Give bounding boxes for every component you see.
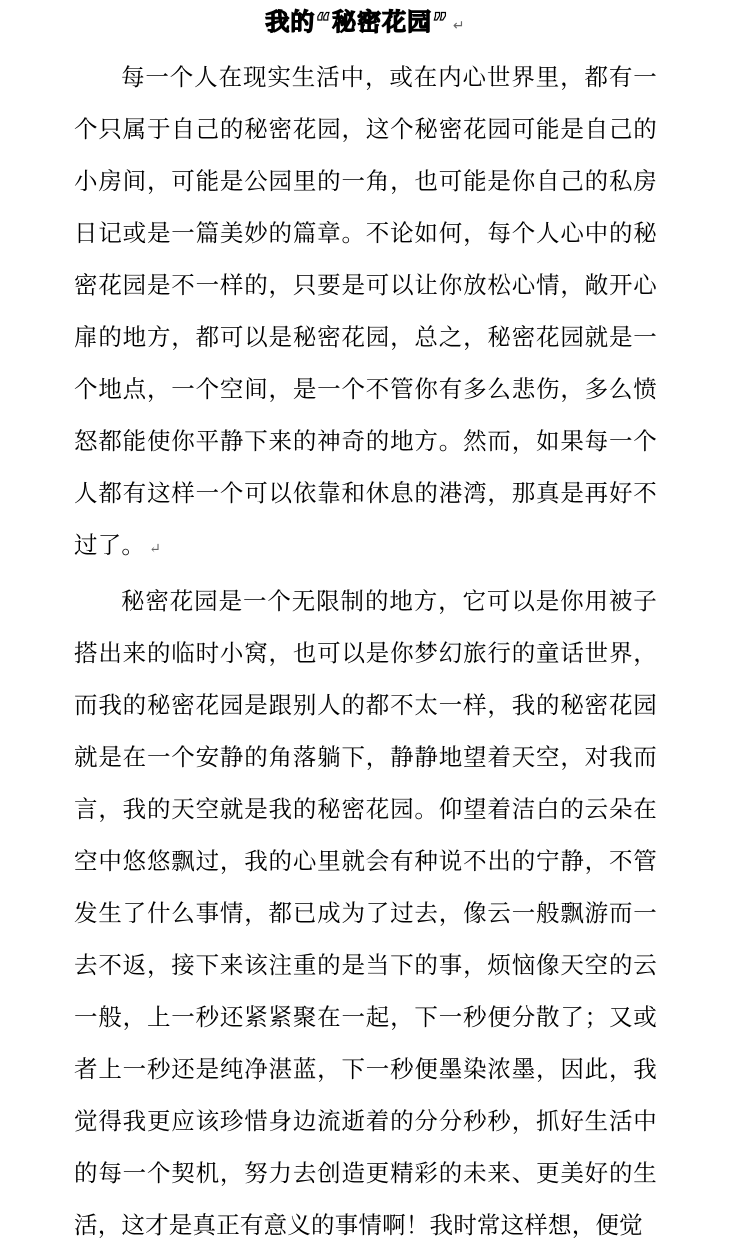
paragraph-mark-icon: ↵: [149, 541, 162, 557]
paragraph-mark-icon: ↵: [452, 18, 466, 34]
paragraph-1: [74, 51, 657, 575]
paragraph-2-text: 秘密花园是一个无限制的地方，它可以是你用被子搭出来的临时小窝，也可以是你梦幻旅行的童话世界，而我的秘密花园是跟别人的都不太一样，我的秘密花园就是在一个安静的角落躺下，静静地望着天空，对我而言，我的天空就是我的秘密花园。仰望着洁白的云朵在空中悠悠飘过，我的心里就会有种说不出的宁静，不管发生了什么事情，都已成为了过去，像云一般飘游而一去不返，接下来该注重的是当下的事，烦恼像天空的云一般，上一秒还紧紧聚在一起，下一秒便分散了；又或者上一秒还是纯净湛蓝，下一秒便墨染浓墨，因此，我觉得我更应该珍惜身边流逝着的分分秒秒，抓好生活中的每一个契机，努力去创造更精彩的未来、更美好的生活，这才是真正有意义的事情啊！我时常这样想，便觉: [74, 587, 657, 1239]
title-text: 我的“秘密花园”: [265, 8, 449, 36]
paragraph-1-text: 每一个人在现实生活中，或在内心世界里，都有一个只属于自己的秘密花园，这个秘密花园可能是自己的小房间，可能是公园里的一角，也可能是你自己的私房日记或是一篇美妙的篇章。不论如何，每个人心中的秘密花园是不一样的，只要是可以让你放松心情，敞开心扉的地方，都可以是秘密花园，总之，秘密花园就是一个地点，一个空间，是一个不管你有多么悲伤，多么愤怒都能使你平静下来的神奇的地方。然而，如果每一个人都有这样一个可以依靠和休息的港湾，那真是再好不过了。: [74, 63, 657, 559]
paragraph-2: [74, 575, 657, 1251]
document-title: [74, 0, 657, 44]
